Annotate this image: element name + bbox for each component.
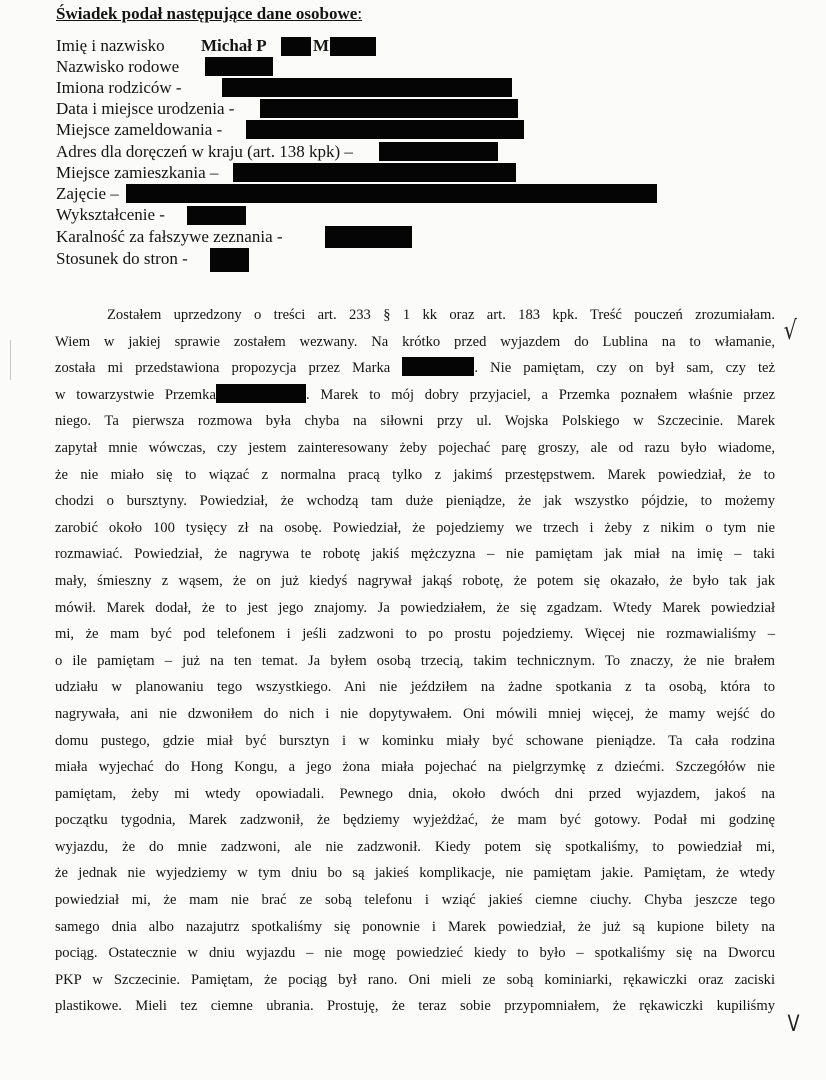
- statement-line: zapytał mnie wówczas, czy jestem zainteresowany żeby pojechać parę groszy, ale od razu było wiadome,: [55, 439, 775, 456]
- redaction-box: [379, 142, 498, 161]
- statement-line: pamiętam, żeby mi wtedy opowiadali. Pewnego dnia, około dwóch dni przed wyjazdem, jakoś na: [55, 785, 775, 802]
- title-colon: :: [357, 4, 363, 23]
- statement-text: w towarzystwie Przemka: [55, 386, 216, 403]
- field-birth: [56, 99, 234, 119]
- statement-line: powiedział mi, że mam nie brać ze sobą telefonu i wziąć jakieś ciemne ciuchy. Chyba jeszcze tego: [55, 892, 775, 909]
- redaction-box: [260, 99, 518, 118]
- field-separator: -: [224, 99, 235, 118]
- statement-line: pociąg. Ostatecznie w dniu wyjazdu – nie mogę powiedzieć kiedy to było – spotkaliśmy się na Dworcu: [55, 945, 775, 962]
- field-label: Miejsce zamieszkania: [56, 163, 206, 182]
- handwritten-check-mark: V: [787, 1012, 800, 1037]
- redaction-box: [126, 184, 657, 203]
- statement-line: rozmawiać. Powiedział, że nagrywa te robotę jakiś mężczyzna – nie pamiętam jak miał na imię – taki: [55, 546, 775, 563]
- field-label: Imiona rodziców: [56, 78, 172, 97]
- field-label: Adres dla doręczeń w kraju (art. 138 kpk): [56, 142, 341, 161]
- field-label: Stosunek do stron: [56, 249, 178, 268]
- field-label: Zajęcie: [56, 184, 107, 203]
- statement-line: Wiem w jakiej sprawie zostałem wezwany. Na krótko przed wyjazdem do Lublina na to włamanie,: [55, 333, 775, 350]
- statement-paragraph: [55, 302, 775, 1020]
- statement-line: mały, śmieszny z wąsem, że on już kiedyś nagrywał jakąś robotę, że potem się okazało, że było tak jak: [55, 572, 775, 589]
- statement-line: [55, 382, 775, 409]
- statement-line: Zostałem uprzedzony o treści art. 233 § 1 kk oraz art. 183 kpk. Treść pouczeń zrozumiałam.: [107, 307, 775, 323]
- statement-line: plastikowe. Mieli tez ciemne ubrania. Prostuję, że teraz sobie przypomniałem, że rękawiczki kupiliśmy: [55, 998, 775, 1015]
- field-label: Data i miejsce urodzenia: [56, 99, 225, 118]
- field-delivery-address: [56, 142, 353, 162]
- redaction-box: [222, 78, 512, 97]
- statement-line: wyjazdu, że do mnie zadzwoni, ale nie zadzwonił. Kiedy potem się spotkaliśmy, to powiedział mi,: [55, 838, 775, 855]
- field-label: Nazwisko rodowe: [56, 57, 180, 76]
- statement-line: że jednak nie wyjedziemy w tym dniu bo są jakieś komplikacje, nie pamiętam jakie. Pamiętam, że wtedy: [55, 865, 775, 882]
- field-relation-to-parties: [56, 249, 188, 269]
- redaction-box: [281, 37, 311, 56]
- statement-line: domu pustego, gdzie miał być bursztyn i w kominku miały być schowane pieniądze. Ta cała rodzina: [55, 732, 775, 749]
- statement-text: . Nie pamiętam, czy on był sam, czy też: [474, 360, 775, 377]
- field-education: [56, 205, 165, 225]
- statement-line: [55, 355, 775, 382]
- field-separator: -: [212, 120, 223, 139]
- field-label: Imię i nazwisko: [56, 36, 165, 55]
- redaction-box: [402, 357, 474, 376]
- field-separator: -: [177, 249, 188, 268]
- statement-line: o ile pamiętam – już na ten temat. Ja byłem osobą trzecią, takim technicznym. To znaczy, że nie brałem: [55, 652, 775, 669]
- statement-line: samego dnia albo nazajutrz spotkaliśmy się ponownie i Marek powiedział, że już są kupione bilety na: [55, 918, 775, 935]
- field-separator: -: [272, 227, 283, 246]
- redaction-box: [205, 57, 273, 76]
- field-separator: –: [340, 142, 353, 161]
- name-initial: M: [313, 36, 330, 55]
- field-parents-names: [56, 78, 182, 98]
- field-residence: [56, 163, 218, 183]
- field-separator: -: [171, 78, 182, 97]
- field-separator: –: [205, 163, 219, 182]
- statement-line: że nie miało się to wiązać z normalna pracą tylko z jakimś przestępstwem. Marek powiedział, że to: [55, 466, 775, 483]
- name-first: Michał P: [201, 36, 267, 55]
- statement-text: została mi przedstawiona propozycja przez Marka: [55, 360, 391, 377]
- field-label: Karalność za fałszywe zeznania: [56, 227, 273, 246]
- statement-line: miała wyjechać do Hong Kongu, a jego żona miała pojechać na pielgrzymkę z dziećmi. Szczegółów nie: [55, 759, 775, 776]
- field-name: [56, 36, 165, 56]
- handwritten-check-mark: √: [783, 316, 797, 346]
- field-separator: -: [155, 205, 165, 224]
- redaction-box: [216, 384, 306, 403]
- statement-line: niego. Ta pierwsza rozmowa była chyba na siłowni przy ul. Wojska Polskiego w Szczecinie. Marek: [55, 413, 775, 430]
- statement-line: chodzi o bursztyny. Powiedział, że wchodzą tam duże pieniądze, że jak wszystko pójdzie, to możemy: [55, 493, 775, 510]
- margin-mark: [10, 340, 11, 380]
- statement-line: nagrywała, ani nie dzwoniłem do nich i nie dopytywałem. Oni mówili mniej więcej, że mamy wejść do: [55, 705, 775, 722]
- field-perjury-liability: [56, 227, 283, 247]
- statement-line: zarobić około 100 tysięcy zł na osobę. Powiedział, że pojedziemy we trzech i żeby z nikim o tym nie: [55, 519, 775, 536]
- statement-line: mi, że mam być pod telefonem i jeśli zadzwoni to po prostu pojedziemy. Więcej nie rozmawialiśmy –: [55, 626, 775, 643]
- field-occupation: [56, 184, 119, 204]
- field-separator: –: [106, 184, 119, 203]
- page-title: [56, 4, 362, 24]
- field-registered-address: [56, 120, 222, 140]
- field-label: Miejsce zameldowania: [56, 120, 213, 139]
- statement-line: mówił. Marek dodał, że to jest jego znajomy. Ja powiedziałem, że się zgadzam. Wtedy Marek powiedział: [55, 599, 775, 616]
- redaction-box: [325, 226, 412, 248]
- field-maiden-name: [56, 57, 179, 77]
- title-text: Świadek podał następujące dane osobowe: [56, 4, 358, 23]
- redaction-box: [210, 248, 249, 272]
- statement-line: udziału w planowaniu tego wszystkiego. Ani nie jeździłem na żadne spotkania z ta osobą, która to: [55, 679, 775, 696]
- redaction-box: [233, 163, 516, 182]
- redaction-box: [187, 206, 246, 225]
- field-label: Wykształcenie: [56, 205, 156, 224]
- statement-line: PKP w Szczecinie. Pamiętam, że pociąg był rano. Oni mieli ze sobą kominiarki, rękawiczki oraz zaciski: [55, 971, 775, 988]
- redaction-box: [246, 120, 524, 139]
- statement-text: . Marek to mój dobry przyjaciel, a Przemka poznałem właśnie przez: [305, 386, 775, 403]
- statement-line: początku tygodnia, Marek zadzwonił, że będziemy wyjeżdżać, że mam być gotowy. Podał mi godzinę: [55, 812, 775, 829]
- redaction-box: [330, 37, 376, 56]
